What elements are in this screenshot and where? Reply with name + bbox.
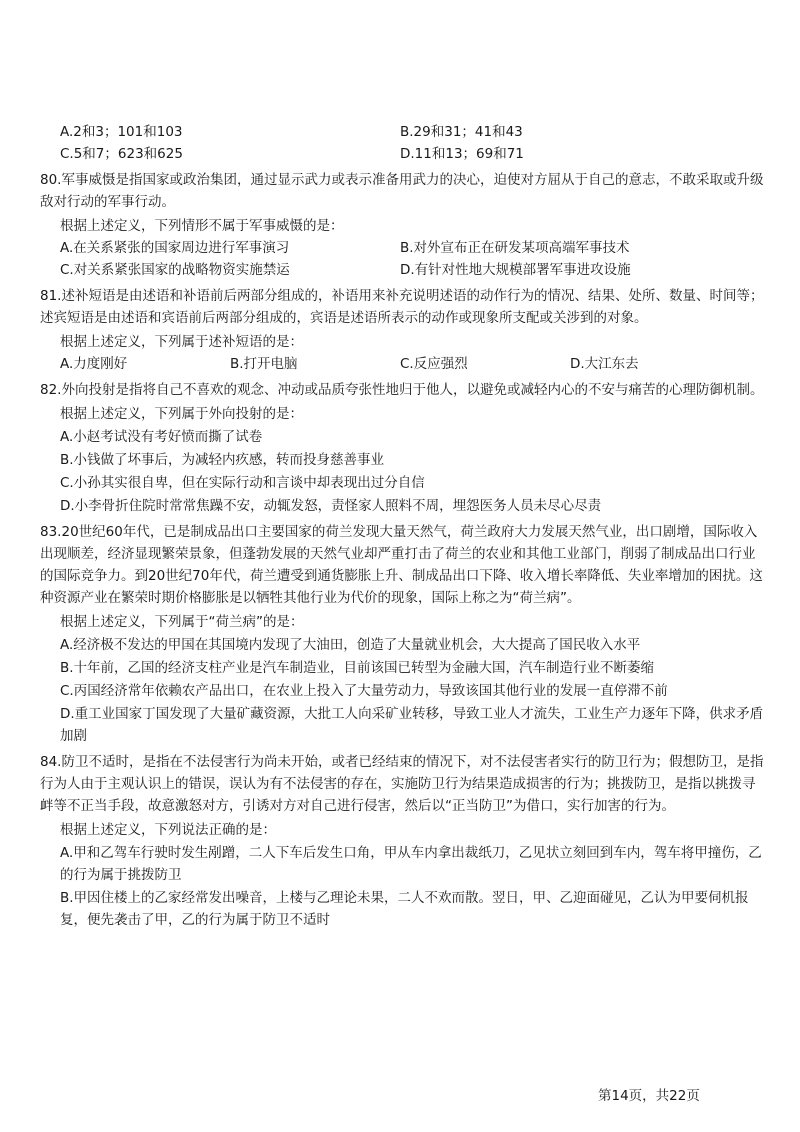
option-c: C.5和7；623和625 bbox=[60, 146, 183, 162]
option-d: D.大江东去 bbox=[570, 356, 639, 372]
question-80 bbox=[40, 169, 765, 281]
question-options bbox=[40, 237, 765, 281]
question-number: 83. bbox=[40, 524, 62, 540]
option-c: C.丙国经济常年依赖农产品出口，在农业上投入了大量劳动力，导致该国其他行业的发展一直停滞不前 bbox=[60, 683, 668, 699]
option-a: A.在关系紧张的国家周边进行军事演习 bbox=[60, 240, 290, 256]
option-d: D.有针对性地大规模部署军事进攻设施 bbox=[400, 262, 631, 278]
question-options bbox=[40, 353, 765, 375]
question-number: 82. bbox=[40, 382, 62, 398]
question-prompt: 根据上述定义，下列属于外向投射的是： bbox=[60, 406, 303, 422]
question-number: 81. bbox=[40, 288, 62, 304]
page-number: 第14页，共22页 bbox=[598, 1088, 700, 1104]
question-number: 80. bbox=[40, 172, 62, 188]
question-text: 81.述补短语是由述语和补语前后两部分组成的，补语用来补充说明述语的动作行为的情况、结果、处所、数量、时间等；述宾短语是由述语和宾语前后两部分组成的，宾语是述语所表示的动作或现象所支配或关涉到的对象。 bbox=[40, 288, 764, 326]
question-text: 83.20世纪60年代，已是制成品出口主要国家的荷兰发现大量天然气，荷兰政府大力发展天然气业，出口剧增，国际收入出现顺差，经济显现繁荣景象，但蓬勃发展的天然气业却严重打击了荷兰的农业和其他工业部门，削弱了制成品出口行业的国际竞争力。到20世纪70年代，荷兰遭受到通货膨胀上升、制成品出口下降、收入增长率降低、失业率增加的困扰。这种资源产业在繁荣时期价格膨胀是以牺牲其他行业为代价的现象，国际上称之为“荷兰病”。 bbox=[40, 524, 763, 606]
option-c: C.反应强烈 bbox=[400, 356, 468, 372]
question-text: 82.外向投射是指将自己不喜欢的观念、冲动或品质夸张性地归于他人，以避免或减轻内心的不安与痛苦的心理防御机制。 bbox=[40, 382, 764, 398]
question-text: 84.防卫不适时，是指在不法侵害行为尚未开始，或者已经结束的情况下，对不法侵害者实行的防卫行为；假想防卫，是指行为人由于主观认识上的错误，误认为有不法侵害的存在，实施防卫行为结果造成损害的行为；挑拨防卫，是指以挑拨寻衅等不正当手段，故意激怒对方，引诱对方对自己进行侵害，然后以“正当防卫”为借口，实行加害的行为。 bbox=[40, 754, 764, 814]
option-b: B.对外宣布正在研发某项高端军事技术 bbox=[400, 240, 630, 256]
question-options bbox=[40, 634, 765, 747]
option-c: C.小孙其实很自卑，但在实际行动和言谈中却表现出过分自信 bbox=[60, 475, 425, 491]
option-b: B.甲因住楼上的乙家经常发出噪音，上楼与乙理论未果，二人不欢而散。翌日，甲、乙迎面碰见，乙认为甲要伺机报复，便先袭击了甲，乙的行为属于防卫不适时 bbox=[60, 890, 749, 928]
option-d: D.11和13；69和71 bbox=[400, 146, 524, 162]
question-83 bbox=[40, 521, 765, 747]
option-d: D.小李骨折住院时常常焦躁不安，动辄发怒，责怪家人照料不周，埋怨医务人员未尽心尽责 bbox=[60, 498, 602, 514]
question-82 bbox=[40, 379, 765, 517]
question-prompt: 根据上述定义，下列属于“荷兰病”的是： bbox=[60, 614, 304, 630]
question-options bbox=[40, 842, 765, 931]
question-84 bbox=[40, 751, 765, 931]
q79-options bbox=[40, 121, 765, 165]
option-b: B.29和31；41和43 bbox=[400, 124, 523, 140]
option-a: A.经济极不发达的甲国在其国境内发现了大油田，创造了大量就业机会，大大提高了国民收入水平 bbox=[60, 637, 641, 653]
option-a: A.甲和乙驾车行驶时发生剐蹭，二人下车后发生口角，甲从车内拿出裁纸刀，乙见状立刻回到车内，驾车将甲撞伤，乙的行为属于挑拨防卫 bbox=[60, 845, 762, 883]
question-number: 84. bbox=[40, 754, 62, 770]
question-81 bbox=[40, 285, 765, 375]
question-prompt: 根据上述定义，下列情形不属于军事威慑的是： bbox=[60, 218, 344, 234]
option-a: A.2和3；101和103 bbox=[60, 124, 183, 140]
page-content bbox=[40, 121, 765, 931]
option-c: C.对关系紧张国家的战略物资实施禁运 bbox=[60, 262, 290, 278]
option-b: B.小钱做了坏事后，为减轻内疚感，转而投身慈善事业 bbox=[60, 452, 385, 468]
option-d: D.重工业国家丁国发现了大量矿藏资源，大批工人向采矿业转移，导致工业人才流失，工业生产力逐年下降，供求矛盾加剧 bbox=[60, 706, 764, 744]
question-prompt: 根据上述定义，下列属于述补短语的是： bbox=[60, 334, 303, 350]
question-options bbox=[40, 426, 765, 517]
option-b: B.打开电脑 bbox=[230, 356, 298, 372]
option-a: A.力度刚好 bbox=[60, 356, 128, 372]
option-b: B.十年前，乙国的经济支柱产业是汽车制造业，目前该国已转型为金融大国，汽车制造行业不断萎缩 bbox=[60, 660, 655, 676]
question-prompt: 根据上述定义，下列说法正确的是： bbox=[60, 822, 276, 838]
question-text: 80.军事威慑是指国家或政治集团，通过显示武力或表示准备用武力的决心，迫使对方屈从于自己的意志，不敢采取或升级敌对行动的军事行动。 bbox=[40, 172, 764, 210]
option-a: A.小赵考试没有考好愤而撕了试卷 bbox=[60, 429, 263, 445]
